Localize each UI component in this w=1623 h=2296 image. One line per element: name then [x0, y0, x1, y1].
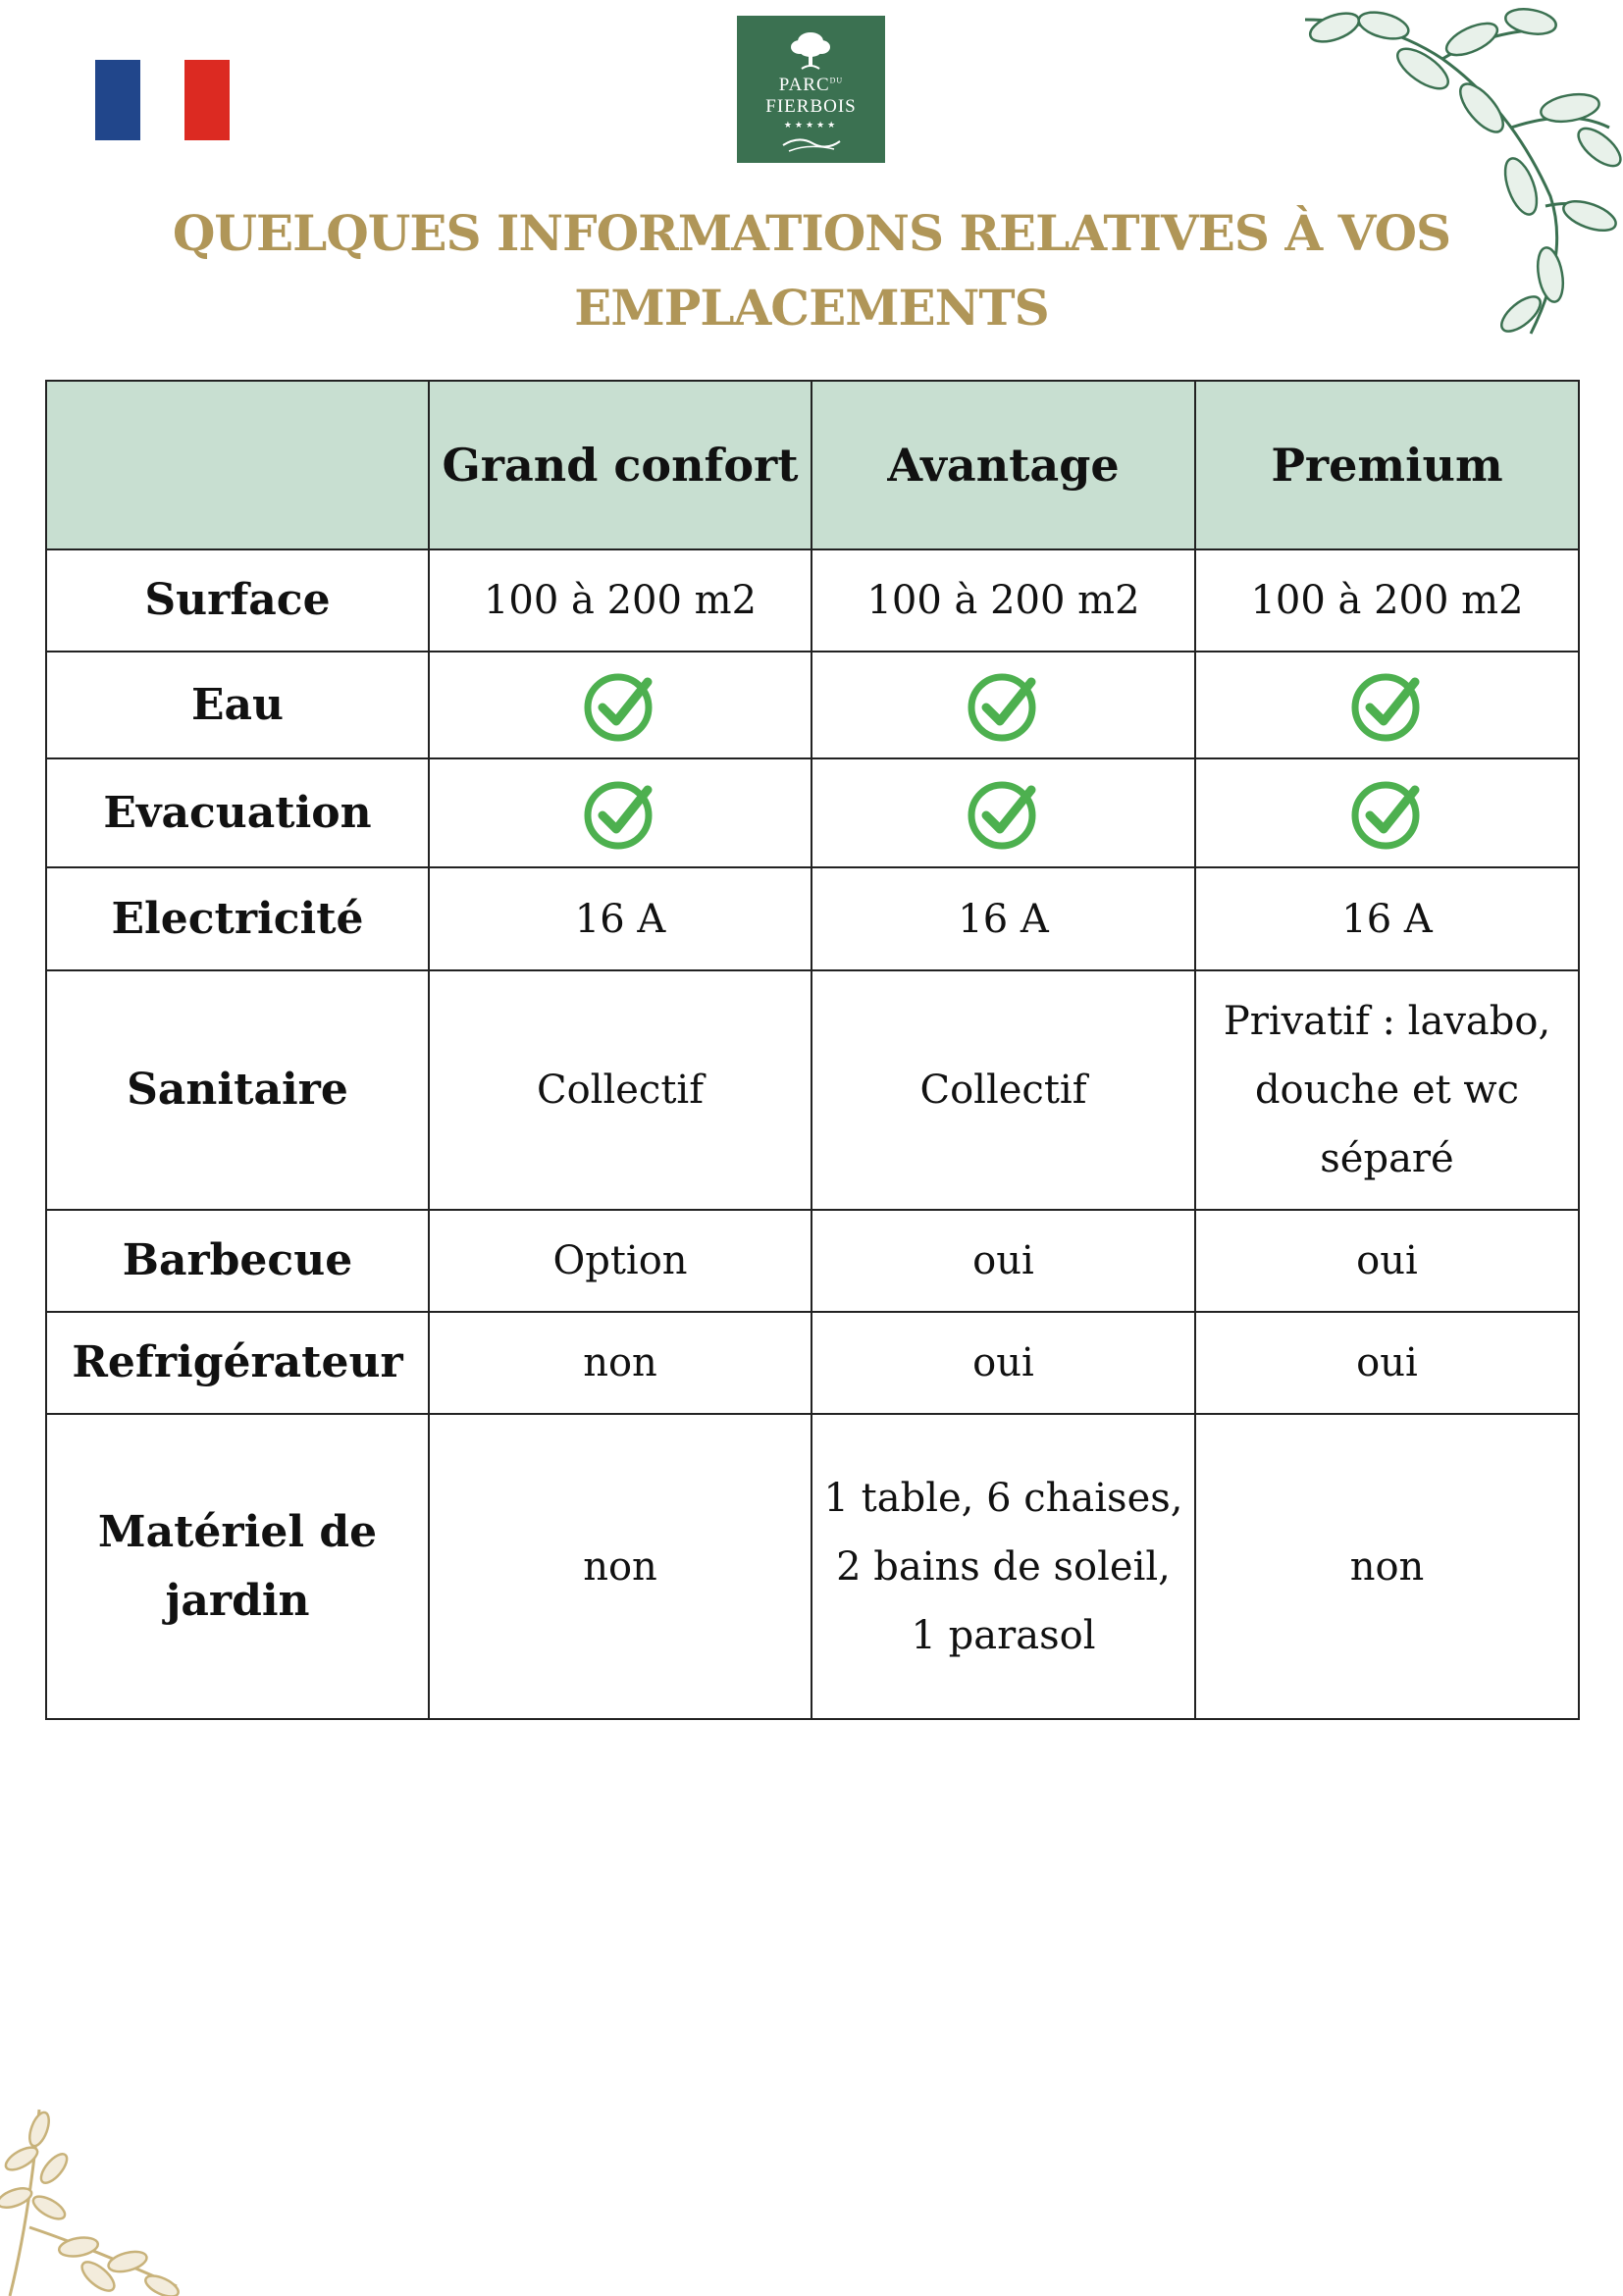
table-cell: 16 A: [812, 867, 1195, 970]
table-header-row: [46, 381, 1579, 549]
flag-stripe-white: [140, 60, 185, 140]
table-cell: [1195, 758, 1579, 867]
row-label: Evacuation: [46, 758, 429, 867]
table-cell: [812, 652, 1195, 758]
check-icon: [581, 666, 659, 745]
table-cell: non: [429, 1414, 812, 1719]
gold-leaves-decoration-icon: [0, 2100, 196, 2296]
logo-line-2: FIERBOIS: [765, 96, 857, 117]
table-cell: 100 à 200 m2: [1195, 549, 1579, 652]
page-title: QUELQUES INFORMATIONS RELATIVES À VOS EMPLACEMENTS: [172, 204, 1451, 337]
flag-stripe-red: [184, 60, 230, 140]
row-label: Refrigérateur: [46, 1312, 429, 1414]
check-icon: [1348, 666, 1427, 745]
table-cell: Collectif: [812, 970, 1195, 1210]
table-row-barbecue: [46, 1210, 1579, 1312]
table-cell: oui: [1195, 1312, 1579, 1414]
table-cell: [1195, 652, 1579, 758]
table-cell: 100 à 200 m2: [812, 549, 1195, 652]
table-cell: Collectif: [429, 970, 812, 1210]
table-row-surface: [46, 549, 1579, 652]
pitch-comparison-table: [45, 380, 1580, 1720]
table-cell: [429, 652, 812, 758]
tree-icon: [786, 27, 835, 75]
french-flag-icon[interactable]: [95, 60, 230, 140]
table-cell: [429, 758, 812, 867]
table-cell: Option: [429, 1210, 812, 1312]
table-cell: non: [1195, 1414, 1579, 1719]
table-cell: 100 à 200 m2: [429, 549, 812, 652]
row-label: Eau: [46, 652, 429, 758]
table-cell: 1 table, 6 chaises, 2 bains de soleil, 1 parasol: [812, 1414, 1195, 1719]
column-header-avantage: Avantage: [812, 381, 1195, 549]
row-label: Surface: [46, 549, 429, 652]
check-icon: [1348, 774, 1427, 853]
table-row-electricite: [46, 867, 1579, 970]
table-cell: 16 A: [429, 867, 812, 970]
table-row-eau: [46, 652, 1579, 758]
table-cell: Privatif : lavabo, douche et wc séparé: [1195, 970, 1579, 1210]
column-header-grand-confort: Grand confort: [429, 381, 812, 549]
table-row-sanitaire: [46, 970, 1579, 1210]
table-cell: [812, 758, 1195, 867]
table-cell: 16 A: [1195, 867, 1579, 970]
table-row-evacuation: [46, 758, 1579, 867]
table-cell: oui: [812, 1210, 1195, 1312]
table-cell: oui: [1195, 1210, 1579, 1312]
check-icon: [581, 774, 659, 853]
column-header-premium: Premium: [1195, 381, 1579, 549]
flag-stripe-blue: [95, 60, 140, 140]
table-row-materiel-de-jardin: [46, 1414, 1579, 1719]
check-icon: [965, 666, 1043, 745]
parc-du-fierbois-logo: [737, 16, 885, 163]
logo-swirl-icon: [779, 131, 844, 155]
logo-stars: ★★★★★: [783, 120, 839, 130]
check-icon: [965, 774, 1043, 853]
row-label: Electricité: [46, 867, 429, 970]
row-label: Sanitaire: [46, 970, 429, 1210]
table-row-refrigerateur: [46, 1312, 1579, 1414]
logo-line-1: $PARC^{DU}$: [778, 75, 844, 95]
table-cell: non: [429, 1312, 812, 1414]
header-empty-cell: [46, 381, 429, 549]
row-label: Barbecue: [46, 1210, 429, 1312]
row-label: Matériel de jardin: [46, 1414, 429, 1719]
table-cell: oui: [812, 1312, 1195, 1414]
